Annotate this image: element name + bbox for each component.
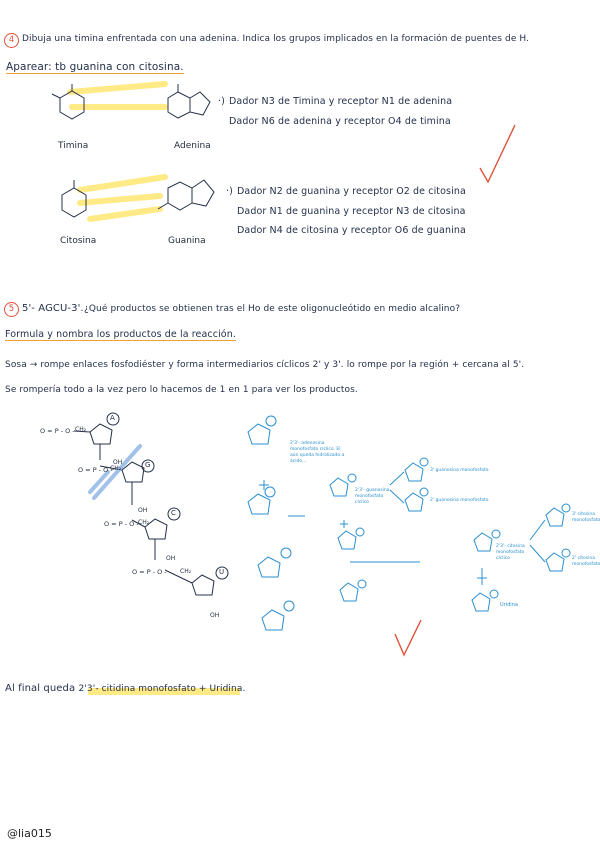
- phosphate-3: O = P - O -: [104, 520, 139, 528]
- question-5-prompt: ¿Qué productos se obtienen tras el Ho de este oligonucleótido en medio alcalino?: [84, 304, 461, 314]
- oh-3: OH: [166, 555, 176, 562]
- final-answer-products: 2'3'- citidina monofosfato + Uridina.: [78, 684, 246, 694]
- oh-1: OH: [113, 459, 123, 466]
- pair1-bullet: ·): [218, 96, 225, 107]
- base-u-label: U: [219, 568, 225, 576]
- note-cyclic-cytosine: 2'3'- citosina monofosfato cíclico: [496, 544, 525, 561]
- label-citosina: Citosina: [60, 236, 97, 246]
- pairing-instruction: Aparear: tb guanina con citosina.: [6, 61, 184, 73]
- note-cyclic-guanosine: 2'3'- guanosina monofosfato cíclico: [355, 488, 390, 505]
- question-5-line4: Se rompería todo a la vez pero lo hacemos de 1 en 1 para ver los productos.: [5, 385, 358, 395]
- ch2-2: CH₂: [110, 465, 122, 472]
- note-cyclic-adenosine: 2'3'- adenosina monofosfato cíclico. El aún queda hidrolizado a ácido...: [290, 441, 345, 464]
- phosphate-4: O = P - O -: [132, 568, 167, 576]
- oh-4: OH: [210, 612, 220, 619]
- ch2-1: CH₂: [75, 426, 87, 433]
- base-a-label: A: [110, 414, 115, 422]
- phosphate-2: O = P - O -: [78, 466, 113, 474]
- pair2-line3: Dador N4 de citosina y receptor O6 de guanina: [237, 225, 466, 236]
- note-uridina: Uridina: [500, 602, 518, 608]
- pair1-line2: Dador N6 de adenina y receptor O4 de timina: [229, 116, 451, 127]
- base-g-label: G: [145, 461, 151, 469]
- label-guanina: Guanina: [168, 236, 206, 246]
- ch2-3: CH₂: [138, 519, 150, 526]
- question-5-number: 5: [4, 302, 19, 317]
- author-handle: @lia015: [7, 827, 52, 840]
- label-timina: Timina: [58, 141, 89, 151]
- oh-2: OH: [138, 507, 148, 514]
- note-2-guanosine: 2' guanosina monofosfato: [430, 498, 489, 503]
- question-5-sequence: 5'- AGCU-3'.: [22, 303, 84, 314]
- label-adenina: Adenina: [174, 141, 211, 151]
- base-c-label: C: [171, 509, 176, 517]
- question-4-number: 4: [4, 33, 19, 48]
- note-2-cytosine: 2' citosina monofosfato: [572, 556, 600, 567]
- pair2-line2: Dador N1 de guanina y receptor N3 de citosina: [237, 206, 466, 217]
- ch2-4: CH₂: [180, 568, 192, 575]
- pair1-line1: Dador N3 de Timina y receptor N1 de adenina: [229, 96, 453, 107]
- final-answer: [5, 683, 245, 694]
- phosphate-1: O = P - O -: [40, 427, 75, 435]
- pair2-bullet: ·): [226, 186, 233, 197]
- question-4-prompt: Dibuja una timina enfrentada con una adenina. Indica los grupos implicados en la formación de puentes de H.: [22, 34, 530, 44]
- final-answer-prefix: Al final queda: [5, 683, 76, 694]
- note-3-guanosine: 3' guanosina monofosfato: [430, 468, 489, 473]
- formula-instruction: Formula y nombra los productos de la reacción.: [5, 329, 236, 340]
- note-3-cytosine: 3' citosina monofosfato: [572, 512, 600, 523]
- question-5-line3: Sosa → rompe enlaces fosfodiéster y forma intermediarios cíclicos 2' y 3'. lo rompe por la región + cercana al 5'.: [5, 360, 525, 370]
- pair2-line1: Dador N2 de guanina y receptor O2 de citosina: [237, 186, 466, 197]
